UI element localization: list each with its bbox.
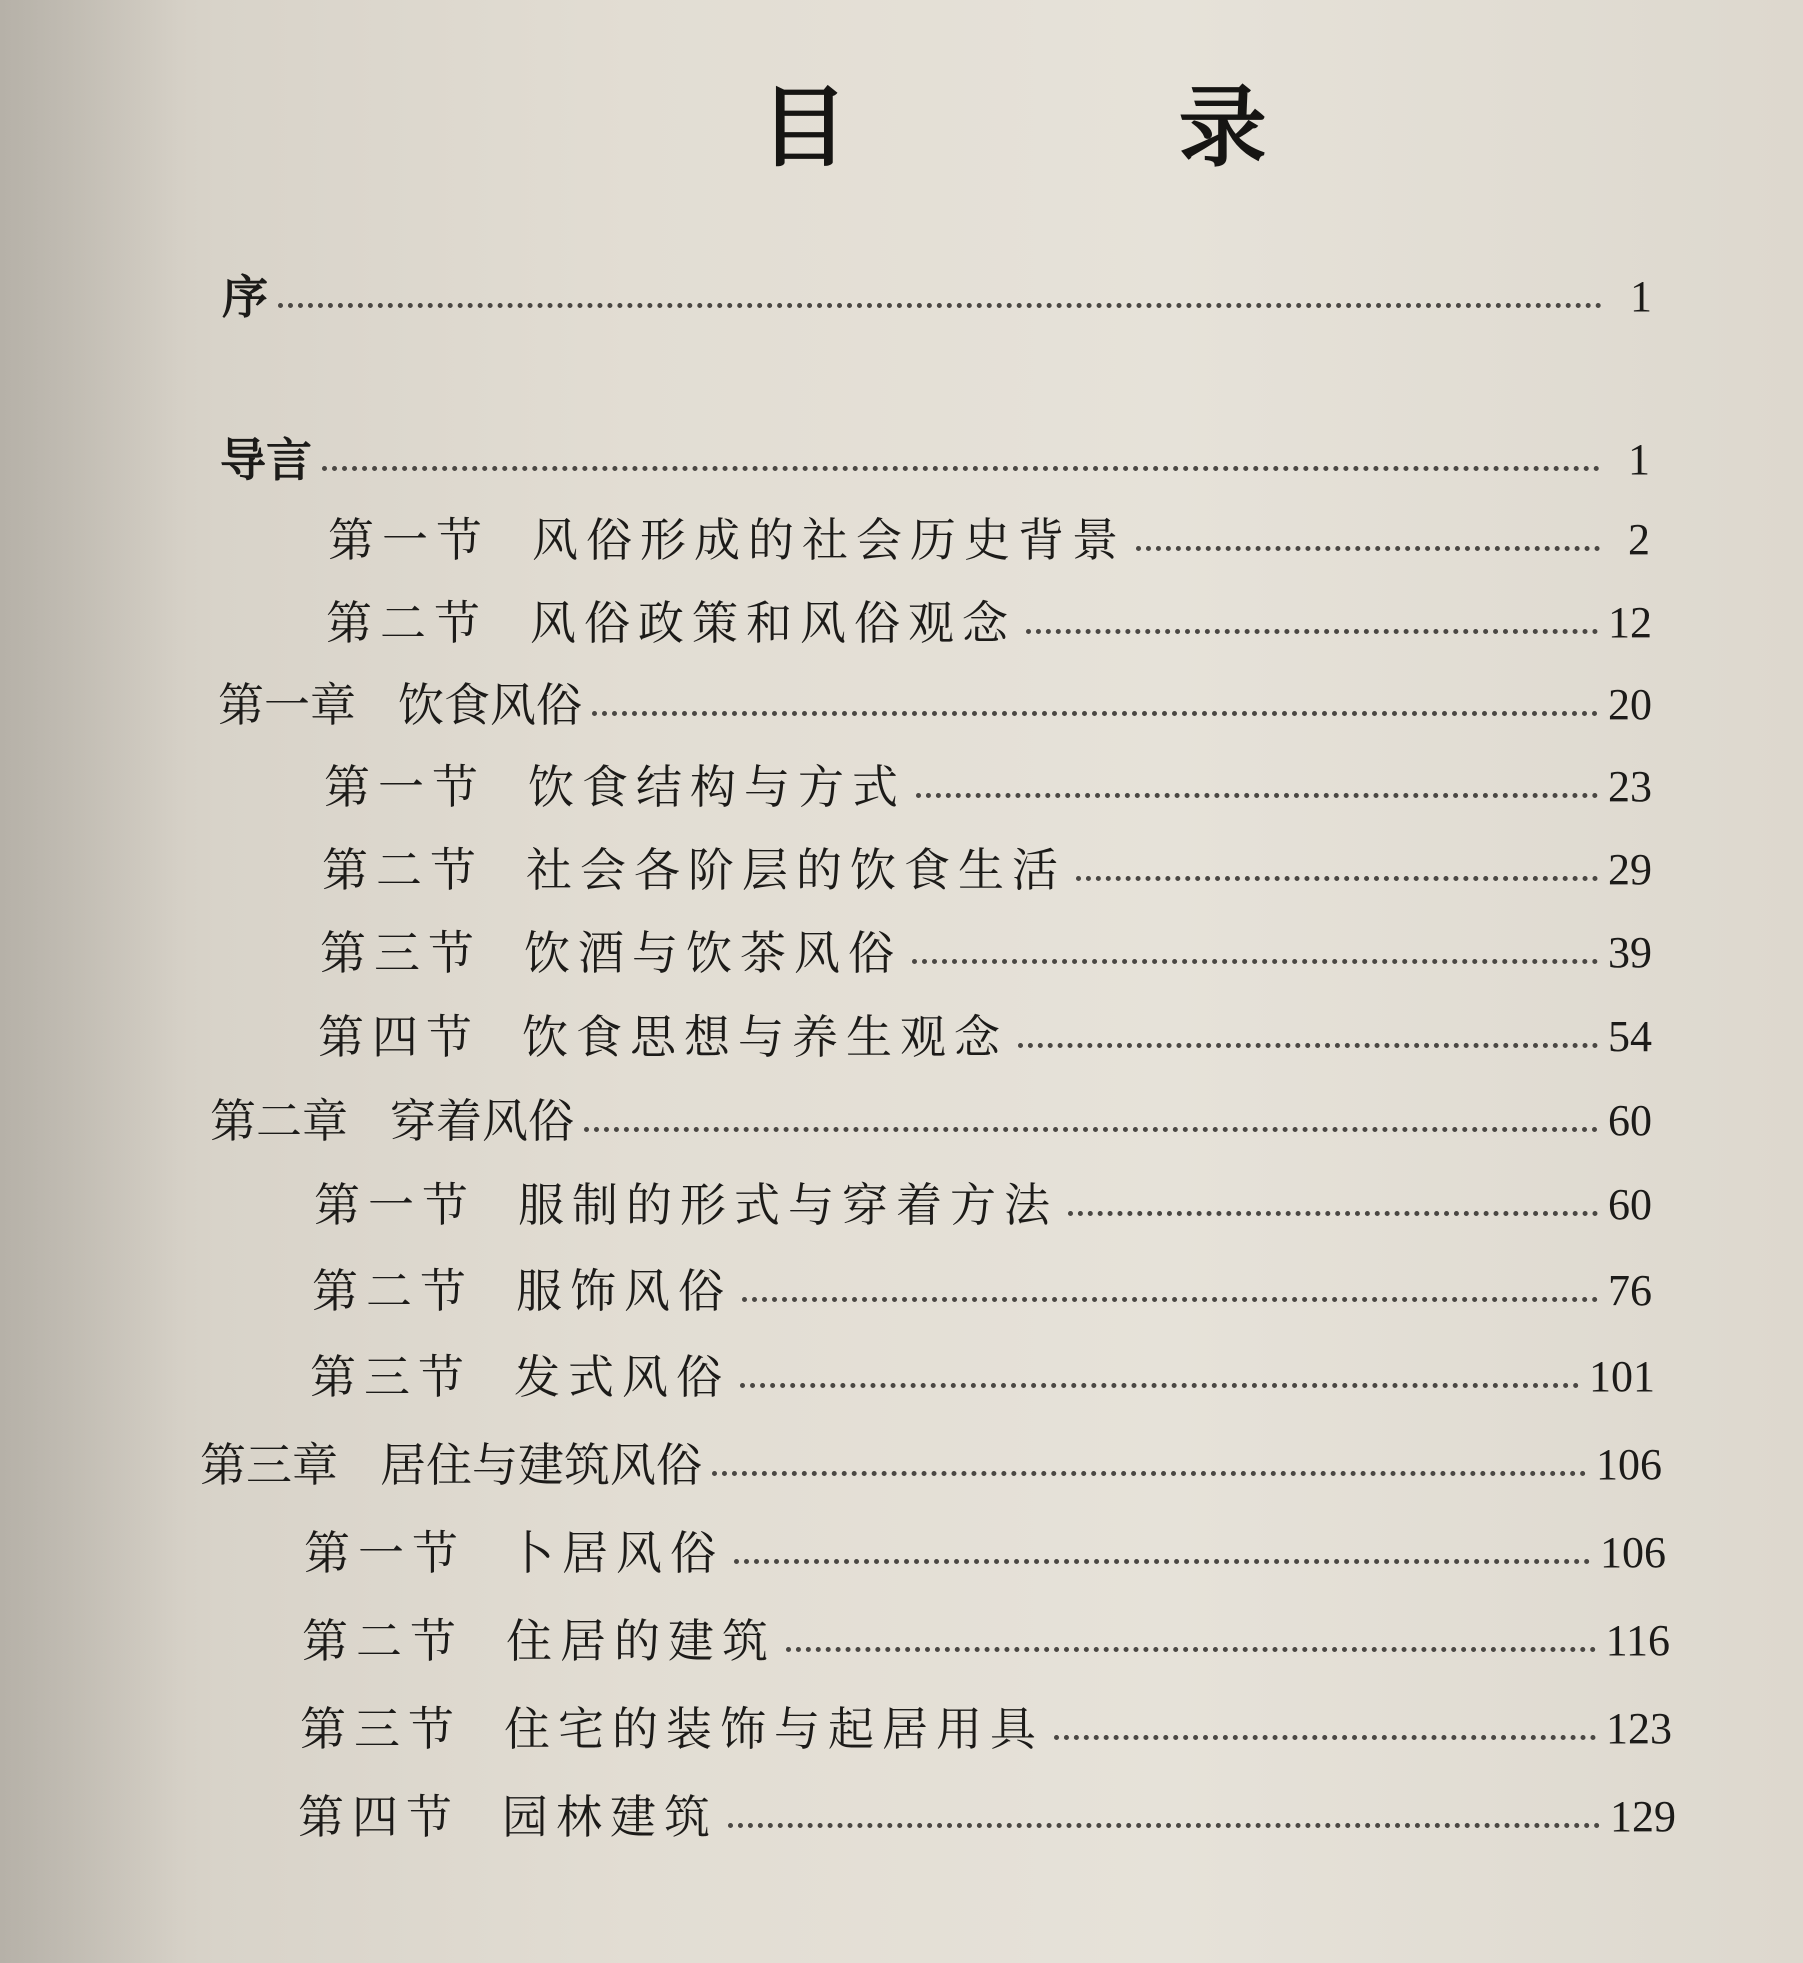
section-number: 第三节 <box>310 1350 472 1404</box>
toc-entry-label <box>328 513 1126 567</box>
toc-page-number: 29 <box>1608 845 1652 894</box>
section-number: 第一节 <box>304 1526 466 1580</box>
toc-page-number: 129 <box>1610 1792 1676 1841</box>
toc-entry-label <box>322 843 1066 897</box>
toc-entry-title: 饮食结构与方式 <box>528 760 906 814</box>
toc-entry-section <box>326 588 1652 658</box>
toc-entry-section <box>322 835 1652 905</box>
toc-entry-label <box>310 1350 730 1404</box>
toc-entry-label <box>304 1526 724 1580</box>
toc-page-number: 20 <box>1608 680 1652 729</box>
section-number: 第一节 <box>328 513 490 567</box>
chapter-number: 第三章 <box>200 1438 338 1492</box>
toc-page-number: 54 <box>1608 1012 1652 1061</box>
toc-entry-section <box>324 752 1652 822</box>
toc-page-number: 23 <box>1608 762 1652 811</box>
toc-entry-section <box>320 918 1652 988</box>
toc-entry-label <box>222 270 268 324</box>
toc-entry-label <box>324 760 906 814</box>
toc-entry-title: 序 <box>222 270 268 324</box>
toc-entry-label <box>318 1010 1008 1064</box>
toc-entry-introduction <box>220 425 1650 495</box>
section-number: 第二节 <box>312 1264 474 1318</box>
dot-leader <box>1054 1735 1596 1740</box>
section-number: 第二节 <box>302 1614 464 1668</box>
toc-entry-title: 服饰风俗 <box>516 1264 732 1318</box>
dot-leader <box>1026 629 1598 634</box>
toc-entry-title: 饮食风俗 <box>398 678 582 732</box>
toc-entry-title: 饮酒与饮茶风俗 <box>524 926 902 980</box>
page-shadow <box>0 0 180 1963</box>
dot-leader <box>1076 876 1598 881</box>
dot-leader <box>278 303 1602 308</box>
toc-entry-section <box>318 1002 1652 1072</box>
toc-page-number: 101 <box>1589 1352 1655 1401</box>
toc-page-number: 39 <box>1608 928 1652 977</box>
section-number: 第四节 <box>298 1790 460 1844</box>
toc-entry-label <box>300 1702 1044 1756</box>
toc-entry-title: 住居的建筑 <box>506 1614 776 1668</box>
toc-entry-title: 园林建筑 <box>502 1790 718 1844</box>
dot-leader <box>592 711 1598 716</box>
dot-leader <box>584 1127 1598 1132</box>
dot-leader <box>786 1647 1596 1652</box>
toc-entry-label <box>312 1264 732 1318</box>
dot-leader <box>1018 1043 1598 1048</box>
toc-entry-section <box>328 505 1650 575</box>
toc-entry-label <box>298 1790 718 1844</box>
toc-page-number: 1 <box>1628 435 1650 484</box>
toc-page-number: 106 <box>1600 1528 1666 1577</box>
chapter-number: 第一章 <box>218 678 356 732</box>
dot-leader <box>1068 1211 1598 1216</box>
toc-entry-section <box>304 1518 1666 1588</box>
section-number: 第四节 <box>318 1010 480 1064</box>
dot-leader <box>728 1823 1600 1828</box>
toc-entry-label <box>314 1178 1058 1232</box>
toc-entry-label <box>220 433 312 487</box>
toc-entry-label <box>218 678 582 732</box>
dot-leader <box>916 793 1598 798</box>
toc-entry-title: 服制的形式与穿着方法 <box>518 1178 1058 1232</box>
section-number: 第二节 <box>322 843 484 897</box>
dot-leader <box>742 1297 1598 1302</box>
toc-entry-title: 卜居风俗 <box>508 1526 724 1580</box>
toc-entry-label <box>210 1094 574 1148</box>
toc-entry-section <box>302 1606 1670 1676</box>
dot-leader <box>1136 546 1600 551</box>
toc-entry-title: 导言 <box>220 433 312 487</box>
toc-page-number: 2 <box>1628 515 1650 564</box>
toc-entry-title: 风俗政策和风俗观念 <box>530 596 1016 650</box>
toc-entry-title: 居住与建筑风俗 <box>380 1438 702 1492</box>
section-number: 第一节 <box>324 760 486 814</box>
page-title: 目 录 <box>760 75 1417 179</box>
toc-page-number: 123 <box>1606 1704 1672 1753</box>
toc-page-number: 1 <box>1630 272 1652 321</box>
toc-entry-chapter <box>200 1430 1662 1500</box>
toc-entry-label <box>302 1614 776 1668</box>
section-number: 第三节 <box>320 926 482 980</box>
toc-entry-title: 发式风俗 <box>514 1350 730 1404</box>
toc-entry-section <box>310 1342 1655 1412</box>
chapter-number: 第二章 <box>210 1094 348 1148</box>
toc-page-number: 76 <box>1608 1266 1652 1315</box>
toc-page-number: 12 <box>1608 598 1652 647</box>
section-number: 第一节 <box>314 1178 476 1232</box>
toc-entry-chapter <box>218 670 1652 740</box>
toc-entry-title: 穿着风俗 <box>390 1094 574 1148</box>
toc-entry-section <box>312 1256 1652 1326</box>
toc-entry-title: 风俗形成的社会历史背景 <box>532 513 1126 567</box>
section-number: 第三节 <box>300 1702 462 1756</box>
section-number: 第二节 <box>326 596 488 650</box>
toc-entry-chapter <box>210 1086 1652 1156</box>
toc-entry-title: 住宅的装饰与起居用具 <box>504 1702 1044 1756</box>
toc-entry-label <box>326 596 1016 650</box>
toc-entry-section <box>298 1782 1676 1852</box>
toc-entry-title: 社会各阶层的饮食生活 <box>526 843 1066 897</box>
dot-leader <box>712 1471 1586 1476</box>
dot-leader <box>740 1383 1579 1388</box>
toc-entry-label <box>200 1438 702 1492</box>
dot-leader <box>734 1559 1590 1564</box>
toc-entry-label <box>320 926 902 980</box>
toc-entry-preface <box>222 262 1652 332</box>
dot-leader <box>912 959 1598 964</box>
toc-page-number: 116 <box>1605 1616 1670 1665</box>
toc-entry-title: 饮食思想与养生观念 <box>522 1010 1008 1064</box>
toc-page-number: 60 <box>1608 1180 1652 1229</box>
toc-page-number: 106 <box>1596 1440 1662 1489</box>
toc-entry-section <box>300 1694 1672 1764</box>
toc-page-number: 60 <box>1608 1096 1652 1145</box>
toc-entry-section <box>314 1170 1652 1240</box>
dot-leader <box>322 466 1600 471</box>
